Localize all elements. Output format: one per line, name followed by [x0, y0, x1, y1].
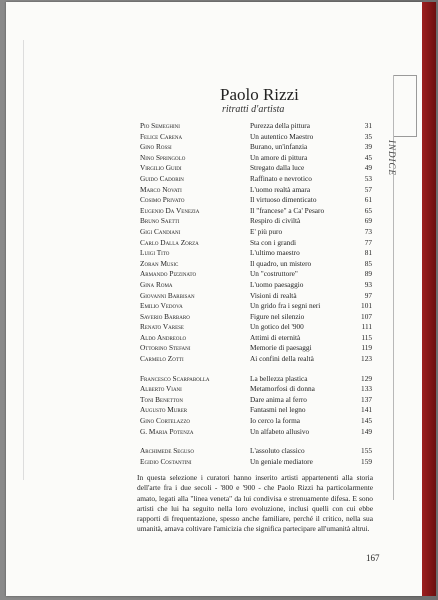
toc-artist: Saverio Barbaro — [140, 311, 190, 321]
toc-title: E' più puro — [250, 226, 283, 236]
toc-entry — [140, 354, 372, 365]
toc-entry — [140, 280, 372, 291]
toc-entry — [140, 322, 372, 333]
toc-page: 85 — [364, 258, 372, 268]
toc-artist: Francesco Scarpabolla — [140, 373, 210, 383]
toc-title: Sta con i grandi — [250, 237, 297, 247]
toc-page: 159 — [361, 456, 372, 466]
toc-entry — [140, 395, 372, 406]
toc-artist: Marco Novati — [140, 184, 182, 194]
toc-entry — [140, 153, 372, 164]
toc-title: Raffinato e nevrotico — [250, 173, 312, 183]
toc-entry — [140, 374, 372, 385]
toc-artist: Gigi Candiani — [140, 226, 181, 236]
toc-entry — [140, 457, 372, 468]
toc-entry — [140, 259, 372, 270]
toc-artist: Giovanni Barbisan — [140, 290, 195, 300]
toc-page: 145 — [361, 416, 372, 426]
toc-artist: Carlo Dalla Zorza — [140, 237, 199, 247]
toc-title: Io cerco la forma — [250, 416, 301, 426]
page-title: Paolo Rizzi — [220, 85, 299, 104]
toc-artist: Carmelo Zotti — [140, 354, 184, 364]
toc-entry — [140, 269, 372, 280]
intro-paragraph: In questa selezione i curatori hanno inserito artisti appartenenti alla storia dell'arte fra i due secoli - '800 e '900 - che Paolo Rizzi ha particolarmente amato, legati alla "linea veneta" da lui condivisa e strenuamente difesa. E sono artisti che lui ha seguito nella loro evoluzione, inclusi quelli con cui ebbe rapporti di frequentazione, spesso anche familiare, perché il critico, nella sua umanità, amava coltivare l'amicizia che significa partecipare all'umanità altrui. — [137, 473, 373, 534]
toc-artist: Nino Springolo — [140, 152, 186, 162]
toc-title: Stregato dalla luce — [250, 163, 305, 173]
toc-artist: Aldo Andreolo — [140, 332, 187, 342]
toc-artist: Pio Semeghini — [140, 121, 180, 130]
toc-page: 119 — [361, 343, 372, 353]
toc-page: 115 — [361, 332, 372, 342]
toc-title: Un amore di pittura — [250, 152, 308, 162]
index-tab-label: INDICE — [387, 140, 397, 176]
toc-entry — [140, 446, 372, 457]
table-of-contents — [140, 121, 372, 476]
toc-title: Un "costruttore" — [250, 269, 298, 279]
toc-page: 101 — [361, 301, 372, 311]
toc-title: Ai confini della realtà — [250, 354, 314, 364]
toc-artist: Ottorino Stefani — [140, 343, 191, 353]
toc-entry — [140, 416, 372, 427]
toc-page: 149 — [361, 426, 372, 436]
toc-entry — [140, 333, 372, 344]
toc-page: 61 — [364, 195, 372, 205]
toc-page: 141 — [361, 405, 372, 415]
toc-artist: Egidio Costantini — [140, 456, 192, 466]
toc-page: 133 — [361, 384, 372, 394]
toc-title: Figure nel silenzio — [250, 311, 305, 321]
toc-title: Memorie di paesaggi — [250, 343, 312, 353]
book-spine — [422, 2, 436, 596]
toc-entry — [140, 384, 372, 395]
toc-group — [140, 446, 372, 467]
toc-page: 93 — [364, 279, 372, 289]
page-number: 167 — [366, 553, 380, 563]
toc-title: Un alfabeto allusivo — [250, 426, 310, 436]
toc-page: 77 — [364, 237, 372, 247]
toc-artist: Guido Cadorin — [140, 173, 184, 183]
toc-artist: Luigi Tito — [140, 248, 170, 258]
margin-rule — [393, 75, 394, 500]
toc-page: 137 — [361, 394, 372, 404]
toc-title: La bellezza plastica — [250, 373, 308, 383]
toc-group — [140, 374, 372, 438]
toc-page: 89 — [364, 269, 372, 279]
toc-artist: G. Maria Potenza — [140, 426, 194, 436]
toc-title: Dare anima al ferro — [250, 394, 307, 404]
toc-entry — [140, 163, 372, 174]
toc-title: L'uomo realtà amara — [250, 184, 311, 194]
toc-entry — [140, 343, 372, 354]
toc-title: Metamorfosi di donna — [250, 384, 315, 394]
toc-title: Purezza della pittura — [250, 121, 310, 130]
toc-title: L'assoluto classico — [250, 446, 305, 456]
toc-page: 73 — [364, 226, 372, 236]
toc-title: L'uomo paesaggio — [250, 279, 304, 289]
toc-artist: Emilio Vedova — [140, 301, 183, 311]
toc-title: Respiro di civiltà — [250, 216, 301, 226]
toc-entry — [140, 405, 372, 416]
toc-entry — [140, 248, 372, 259]
toc-page: 45 — [364, 152, 372, 162]
toc-entry — [140, 216, 372, 227]
toc-page: 49 — [364, 163, 372, 173]
toc-artist: Felice Carena — [140, 131, 183, 141]
toc-title: Un autentico Maestro — [250, 131, 314, 141]
page-gutter-line — [23, 40, 24, 480]
toc-title: Un geniale mediatore — [250, 456, 313, 466]
toc-page: 111 — [361, 322, 372, 332]
toc-page: 57 — [364, 184, 372, 194]
toc-entry — [140, 301, 372, 312]
toc-page: 53 — [364, 173, 372, 183]
index-tab — [394, 75, 417, 137]
toc-entry — [140, 185, 372, 196]
toc-artist: Cosimo Privato — [140, 195, 185, 205]
toc-page: 39 — [364, 142, 372, 152]
toc-entry — [140, 142, 372, 153]
toc-title: Un grido fra i segni neri — [250, 301, 321, 311]
toc-artist: Eugenio Da Venezia — [140, 205, 200, 215]
toc-artist: Augusto Murer — [140, 405, 188, 415]
toc-title: Il virtuoso dimenticato — [250, 195, 317, 205]
toc-page: 35 — [364, 131, 372, 141]
toc-entry — [140, 427, 372, 438]
toc-entry — [140, 312, 372, 323]
toc-entry — [140, 195, 372, 206]
toc-page: 107 — [361, 311, 372, 321]
toc-page: 97 — [364, 290, 372, 300]
toc-title: Il "francese" a Ca' Pesaro — [250, 205, 325, 215]
toc-title: Visioni di realtà — [250, 290, 297, 300]
toc-page: 129 — [361, 373, 372, 383]
toc-title: L'ultimo maestro — [250, 248, 300, 258]
toc-page: 81 — [364, 248, 372, 258]
toc-title: Un gotico del '900 — [250, 322, 304, 332]
toc-artist: Alberto Viani — [140, 384, 182, 394]
toc-title: Il quadro, un mistero — [250, 258, 312, 268]
toc-artist: Gino Rossi — [140, 142, 172, 152]
toc-artist: Renato Varese — [140, 322, 184, 332]
toc-entry — [140, 174, 372, 185]
toc-entry — [140, 206, 372, 217]
toc-title: Fantasmi nel legno — [250, 405, 306, 415]
toc-title: Burano, un'infanzia — [250, 142, 308, 152]
toc-title: Attimi di eternità — [250, 332, 301, 342]
toc-entry — [140, 132, 372, 143]
toc-entry — [140, 121, 372, 132]
toc-entry — [140, 227, 372, 238]
toc-page: 69 — [364, 216, 372, 226]
toc-artist: Virgilio Guidi — [140, 163, 182, 173]
toc-artist: Bruno Saetti — [140, 216, 180, 226]
page-subtitle: ritratti d'artista — [222, 104, 285, 115]
toc-artist: Archimede Seguso — [140, 446, 194, 456]
toc-page: 155 — [361, 446, 372, 456]
toc-page: 31 — [364, 121, 372, 130]
toc-group — [140, 121, 372, 365]
toc-artist: Toni Benetton — [140, 394, 183, 404]
toc-artist: Gino Cortelazzo — [140, 416, 190, 426]
toc-artist: Zoran Music — [140, 258, 179, 268]
toc-entry — [140, 238, 372, 249]
toc-artist: Armando Pizzinato — [140, 269, 197, 279]
toc-artist: Gina Roma — [140, 279, 173, 289]
toc-page: 65 — [364, 205, 372, 215]
toc-entry — [140, 291, 372, 302]
toc-page: 123 — [361, 354, 372, 364]
